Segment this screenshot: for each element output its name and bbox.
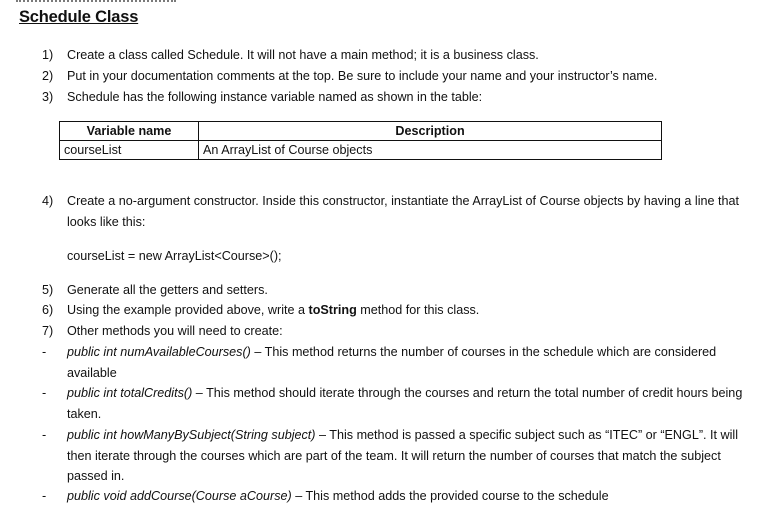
bullet-dash: -	[42, 489, 47, 503]
list-number: 4)	[42, 194, 54, 208]
table-cell-variable: courseList	[60, 141, 199, 160]
bullet-dash: -	[42, 386, 47, 400]
method-text	[67, 486, 756, 507]
method-signature: public int howManyBySubject(String subject)	[67, 428, 316, 442]
method-signature: public int totalCredits()	[67, 386, 193, 400]
text-run: method for this class.	[356, 303, 480, 317]
list-text: Generate all the getters and setters.	[67, 283, 268, 297]
method-signature: public int numAvailableCourses()	[67, 345, 251, 359]
method-description: – This method returns the number of courses in the schedule which are considered available	[67, 345, 717, 380]
column-header-variable-name: Variable name	[60, 122, 199, 141]
code-line: courseList = new ArrayList<Course>();	[67, 249, 282, 263]
list-number: 1)	[42, 48, 54, 62]
list-number: 3)	[42, 90, 54, 104]
column-header-description: Description	[199, 122, 662, 141]
table-cell-description: An ArrayList of Course objects	[199, 141, 662, 160]
list-number: 6)	[42, 303, 54, 317]
list-text: Schedule has the following instance variable named as shown in the table:	[67, 90, 483, 104]
list-number: 7)	[42, 324, 54, 338]
method-description: – This method adds the provided course to the schedule	[291, 489, 609, 503]
list-item-4	[42, 191, 756, 233]
method-text	[67, 342, 756, 383]
instance-variable-table	[59, 121, 662, 160]
list-number: 5)	[42, 283, 54, 297]
list-text: Other methods you will need to create:	[67, 324, 283, 338]
method-description: – This method should iterate through the courses and return the total number of credit hours being taken.	[67, 386, 743, 421]
list-text	[67, 300, 756, 321]
text-run: Using the example provided above, write a	[67, 303, 309, 317]
bullet-dash: -	[42, 345, 47, 359]
method-description: – This method is passed a specific subject such as “ITEC” or “ENGL”. It will then iterate through the courses which are part of the team. It will return the number of courses that match the subject passed in.	[67, 428, 739, 484]
list-number: 2)	[42, 69, 54, 83]
method-name-tostring: toString	[308, 303, 357, 317]
list-text: Create a class called Schedule. It will not have a main method; it is a business class.	[67, 48, 539, 62]
page-top-rule	[16, 0, 176, 2]
page-title: Schedule Class	[19, 8, 139, 26]
method-text	[67, 383, 756, 424]
method-signature: public void addCourse(Course aCourse)	[67, 489, 292, 503]
list-text: Create a no-argument constructor. Inside this constructor, instantiate the ArrayList of Course objects by having a line that looks like this:	[67, 194, 740, 229]
table-row	[60, 141, 662, 160]
table-header-row	[60, 122, 662, 141]
list-text: Put in your documentation comments at the top. Be sure to include your name and your instructor’s name.	[67, 69, 658, 83]
method-text	[67, 425, 756, 487]
bullet-dash: -	[42, 428, 47, 442]
